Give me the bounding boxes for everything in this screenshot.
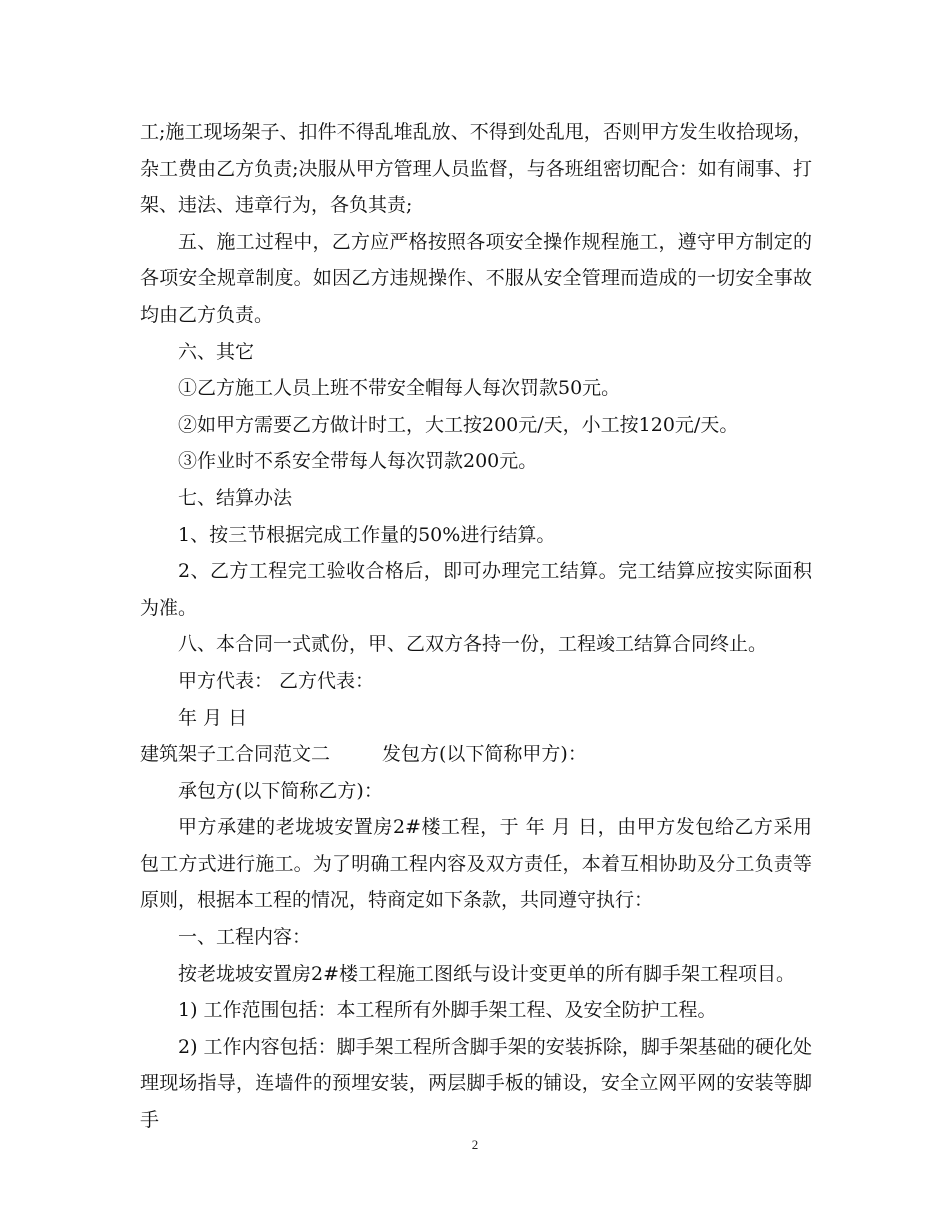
document-title: 建筑架子工合同范文二 [140, 743, 331, 766]
party-a-label: 发包方(以下简称甲方)： [382, 743, 587, 766]
list-item: 2、乙方工程完工验收合格后，即可办理完工结算。完工结算应按实际面积为准。 [140, 560, 812, 619]
paragraph: 工;施工现场架子、扣件不得乱堆乱放、不得到处乱甩，否则甲方发生收拾现场，杂工费由乙方负责;决服从甲方管理人员监督，与各班组密切配合：如有闹事、打架、违法、违章行为，各负其责; [140, 121, 812, 217]
paragraph: 甲方承建的老垅坡安置房2#楼工程，于 年 月 日，由甲方发包给乙方采用包工方式进行施工。为了明确工程内容及双方责任，本着互相协助及分工负责等原则，根据本工程的情况，特商定如下条款，共同遵守执行： [140, 816, 812, 912]
section-heading: 七、结算办法 [178, 486, 293, 509]
document-title-line [140, 736, 812, 773]
signature-line: 甲方代表： 乙方代表： [178, 669, 375, 692]
list-item: 2) 工作内容包括：脚手架工程所含脚手架的安装拆除，脚手架基础的硬化处理现场指导，连墙件的预埋安装，两层脚手板的铺设，安全立网平网的安装等脚手 [140, 1035, 812, 1132]
section-heading: 一、工程内容： [178, 926, 312, 949]
date-line: 年 月 日 [178, 706, 248, 729]
paragraph: 按老垅坡安置房2#楼工程施工图纸与设计变更单的所有脚手架工程项目。 [178, 962, 796, 985]
list-item: 1、按三节根据完成工作量的50%进行结算。 [178, 523, 556, 546]
party-b-label: 承包方(以下简称乙方)： [178, 779, 383, 802]
section-heading: 六、其它 [178, 340, 255, 363]
list-item: ②如甲方需要乙方做计时工，大工按200元/天，小工按120元/天。 [178, 413, 739, 436]
contract-body [140, 114, 812, 1139]
list-item: ①乙方施工人员上班不带安全帽每人每次罚款50元。 [178, 377, 621, 400]
list-item: 1) 工作范围包括：本工程所有外脚手架工程、及安全防护工程。 [178, 999, 717, 1022]
list-item: ③作业时不系安全带每人每次罚款200元。 [178, 450, 538, 473]
paragraph: 八、本合同一式贰份，甲、乙双方各持一份，工程竣工结算合同终止。 [178, 633, 768, 656]
paragraph: 五、施工过程中，乙方应严格按照各项安全操作规程施工，遵守甲方制定的各项安全规章制度。如因乙方违规操作、不服从安全管理而造成的一切安全事故均由乙方负责。 [140, 230, 812, 326]
page-number: 2 [471, 1137, 479, 1152]
